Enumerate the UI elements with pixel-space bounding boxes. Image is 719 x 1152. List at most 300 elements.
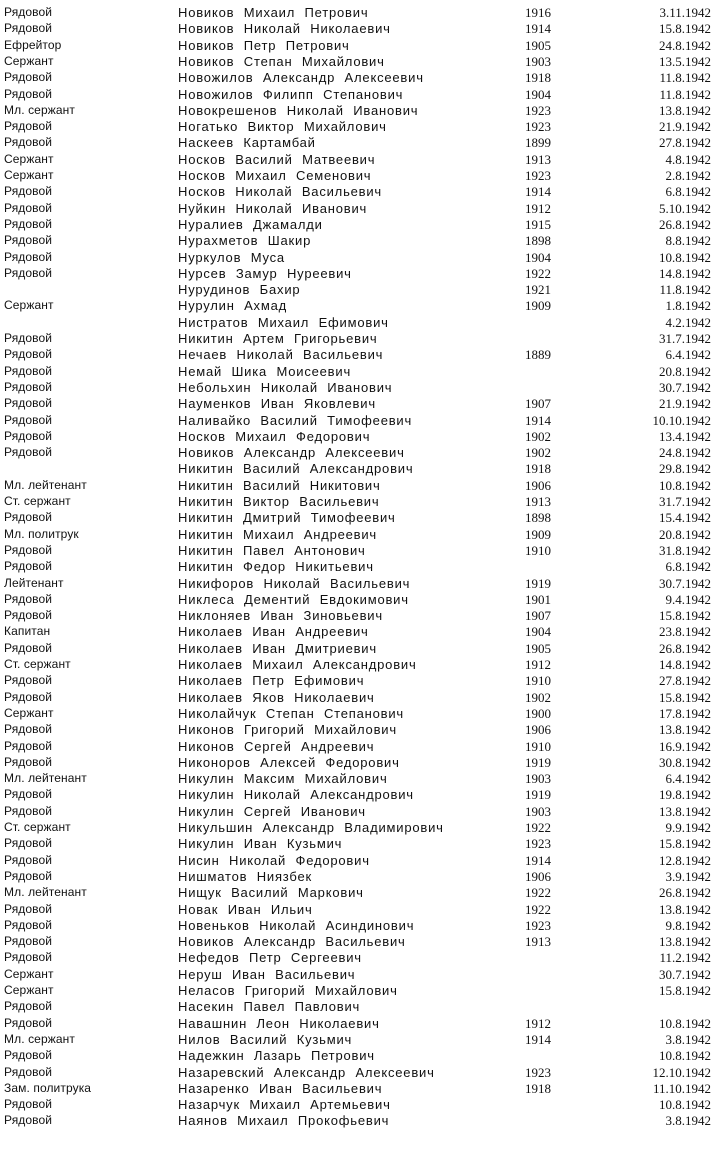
death-date: 10.8.1942 xyxy=(659,477,711,493)
list-item xyxy=(0,721,719,738)
rank-text: Рядовой xyxy=(4,249,53,264)
death-date: 13.8.1942 xyxy=(659,934,711,950)
death-date: 15.8.1942 xyxy=(659,983,711,998)
full-name: Никитин Михаил Андреевич xyxy=(178,526,378,542)
full-name: Никулин Максим Михайлович xyxy=(178,771,388,787)
rank-text: Рядовой xyxy=(4,119,53,134)
birth-year: 1914 xyxy=(525,21,551,37)
rank-text: Рядовой xyxy=(4,21,53,36)
list-item xyxy=(0,835,719,852)
full-name: Назаревский Александр Алексеевич xyxy=(178,1064,435,1080)
full-name: Николайчук Степан Степанович xyxy=(178,705,405,721)
rank-text: Рядовой xyxy=(4,70,53,85)
death-date: 21.9.1942 xyxy=(659,119,711,135)
birth-year: 1918 xyxy=(525,70,551,86)
birth-year: 1905 xyxy=(525,37,551,53)
birth-year: 1922 xyxy=(525,265,551,281)
full-name: Нуйкин Николай Иванович xyxy=(178,200,368,216)
death-date: 11.2.1942 xyxy=(659,950,711,966)
death-date: 3.9.1942 xyxy=(665,868,711,884)
death-date: 30.7.1942 xyxy=(659,966,711,982)
full-name: Новиков Александр Васильевич xyxy=(178,934,406,950)
list-item xyxy=(0,330,719,347)
full-name: Наянов Михаил Прокофьевич xyxy=(178,1113,390,1129)
full-name: Науменков Иван Яковлевич xyxy=(178,396,376,412)
death-date: 6.4.1942 xyxy=(665,347,711,363)
death-date: 11.8.1942 xyxy=(659,70,711,86)
death-date: 10.8.1942 xyxy=(659,1097,711,1113)
rank-text: Ст. сержант xyxy=(4,657,71,671)
rank-text: Рядовой xyxy=(4,135,53,150)
list-item xyxy=(0,509,719,526)
death-date: 4.8.1942 xyxy=(665,151,711,167)
list-item xyxy=(0,705,719,722)
death-date: 31.7.1942 xyxy=(659,331,711,346)
rank-text: Рядовой xyxy=(4,216,53,231)
death-date: 10.8.1942 xyxy=(659,249,711,265)
list-item xyxy=(0,819,719,836)
full-name: Нисин Николай Федорович xyxy=(178,852,370,868)
list-item xyxy=(0,1031,719,1048)
rank-text: Рядовой xyxy=(4,999,53,1014)
rank-text: Ст. сержант xyxy=(4,494,71,508)
list-item xyxy=(0,770,719,787)
list-item xyxy=(0,4,719,21)
list-item xyxy=(0,102,719,119)
rank-text: Рядовой xyxy=(4,640,53,655)
rank-text: Рядовой xyxy=(4,200,53,215)
list-item xyxy=(0,183,719,200)
list-item xyxy=(0,933,719,950)
death-date: 11.8.1942 xyxy=(659,282,711,298)
birth-year: 1889 xyxy=(525,347,551,363)
list-item xyxy=(0,901,719,918)
rank-text: Рядовой xyxy=(4,1048,53,1063)
death-date: 30.7.1942 xyxy=(659,575,711,591)
rank-text: Рядовой xyxy=(4,689,53,704)
death-date: 3.8.1942 xyxy=(665,1113,711,1129)
full-name: Нурулин Ахмад xyxy=(178,298,288,314)
birth-year: 1903 xyxy=(525,771,551,787)
rank-text: Лейтенант xyxy=(4,575,64,590)
rank-text: Капитан xyxy=(4,624,51,639)
list-item xyxy=(0,949,719,966)
full-name: Новокрешенов Николай Иванович xyxy=(178,102,419,118)
birth-year: 1923 xyxy=(525,836,551,852)
death-date: 12.8.1942 xyxy=(659,852,711,868)
rank-text: Рядовой xyxy=(4,787,53,802)
full-name: Нуралиев Джамалди xyxy=(178,216,323,232)
list-item xyxy=(0,526,719,543)
rank-text: Сержант xyxy=(4,168,54,182)
list-item xyxy=(0,672,719,689)
full-name: Нурсев Замур Нуреевич xyxy=(178,265,352,281)
rank-text: Рядовой xyxy=(4,428,53,443)
death-date: 2.8.1942 xyxy=(665,168,711,183)
death-date: 29.8.1942 xyxy=(659,461,711,477)
list-item xyxy=(0,607,719,624)
list-item xyxy=(0,20,719,37)
full-name: Нурахметов Шакир xyxy=(178,233,312,249)
full-name: Носков Николай Васильевич xyxy=(178,184,383,200)
death-date: 27.8.1942 xyxy=(659,673,711,689)
death-date: 13.5.1942 xyxy=(659,53,711,69)
death-date: 14.8.1942 xyxy=(659,657,711,672)
full-name: Новожилов Александр Алексеевич xyxy=(178,70,424,86)
rank-text: Ст. сержант xyxy=(4,820,71,834)
death-date: 20.8.1942 xyxy=(659,363,711,379)
full-name: Насекин Павел Павлович xyxy=(178,999,361,1015)
full-name: Новиков Николай Николаевич xyxy=(178,21,391,37)
death-date: 6.8.1942 xyxy=(665,559,711,575)
birth-year: 1912 xyxy=(525,657,551,672)
list-item xyxy=(0,314,719,331)
death-date: 26.8.1942 xyxy=(659,216,711,232)
list-item xyxy=(0,37,719,54)
rank-text: Рядовой xyxy=(4,901,53,916)
death-date: 15.8.1942 xyxy=(659,689,711,705)
list-item xyxy=(0,118,719,135)
death-date: 24.8.1942 xyxy=(659,445,711,461)
death-date: 10.10.1942 xyxy=(652,412,711,428)
list-item xyxy=(0,982,719,999)
full-name: Новиков Петр Петрович xyxy=(178,37,350,53)
birth-year: 1923 xyxy=(525,917,551,933)
rank-text: Рядовой xyxy=(4,265,53,280)
rank-text: Рядовой xyxy=(4,363,53,378)
birth-year: 1923 xyxy=(525,102,551,118)
death-date: 13.8.1942 xyxy=(659,803,711,819)
death-date: 12.10.1942 xyxy=(652,1064,711,1080)
full-name: Никонов Сергей Андреевич xyxy=(178,738,375,754)
death-date: 30.7.1942 xyxy=(659,379,711,395)
full-name: Новожилов Филипп Степанович xyxy=(178,86,404,102)
list-item xyxy=(0,738,719,755)
list-item xyxy=(0,803,719,820)
list-item xyxy=(0,167,719,184)
full-name: Носков Михаил Семенович xyxy=(178,168,372,183)
list-item xyxy=(0,460,719,477)
death-date: 10.8.1942 xyxy=(659,1015,711,1031)
birth-year: 1912 xyxy=(525,200,551,216)
rank-text: Рядовой xyxy=(4,396,53,411)
death-date: 3.8.1942 xyxy=(665,1031,711,1047)
rank-text: Рядовой xyxy=(4,1113,53,1128)
list-item xyxy=(0,689,719,706)
death-date: 13.4.1942 xyxy=(659,428,711,444)
list-item xyxy=(0,786,719,803)
list-item xyxy=(0,1047,719,1064)
death-date: 13.8.1942 xyxy=(659,722,711,738)
rank-text: Сержант xyxy=(4,983,54,997)
full-name: Никоноров Алексей Федорович xyxy=(178,754,400,770)
rank-text: Мл. политрук xyxy=(4,526,79,541)
death-date: 16.9.1942 xyxy=(659,738,711,754)
full-name: Никонов Григорий Михайлович xyxy=(178,722,397,738)
full-name: Новиков Александр Алексеевич xyxy=(178,445,405,461)
rank-text: Рядовой xyxy=(4,379,53,394)
list-item xyxy=(0,640,719,657)
list-item xyxy=(0,575,719,592)
rank-text: Рядовой xyxy=(4,917,53,932)
full-name: Николаев Михаил Александрович xyxy=(178,657,417,672)
list-item xyxy=(0,868,719,885)
rank-text: Рядовой xyxy=(4,608,53,623)
rank-text: Рядовой xyxy=(4,331,53,345)
list-item xyxy=(0,558,719,575)
birth-year: 1916 xyxy=(525,5,551,20)
death-date: 6.4.1942 xyxy=(665,771,711,787)
rank-text: Рядовой xyxy=(4,445,53,460)
death-date: 26.8.1942 xyxy=(659,640,711,656)
birth-year: 1904 xyxy=(525,249,551,265)
birth-year: 1906 xyxy=(525,477,551,493)
full-name: Надежкин Лазарь Петрович xyxy=(178,1048,375,1064)
full-name: Назаренко Иван Васильевич xyxy=(178,1080,383,1096)
full-name: Никулин Сергей Иванович xyxy=(178,803,366,819)
full-name: Никитин Павел Антонович xyxy=(178,542,366,558)
rank-text: Сержант xyxy=(4,298,54,313)
birth-year: 1903 xyxy=(525,803,551,819)
death-date: 9.4.1942 xyxy=(665,591,711,607)
death-date: 20.8.1942 xyxy=(659,526,711,542)
full-name: Николаев Иван Дмитриевич xyxy=(178,640,377,656)
full-name: Николаев Иван Андреевич xyxy=(178,624,369,640)
list-item xyxy=(0,1112,719,1129)
rank-text: Рядовой xyxy=(4,803,53,818)
list-item xyxy=(0,297,719,314)
list-item xyxy=(0,395,719,412)
full-name: Назарчук Михаил Артемьевич xyxy=(178,1097,391,1113)
full-name: Немай Шика Моисеевич xyxy=(178,363,352,379)
rank-text: Сержант xyxy=(4,705,54,720)
full-name: Носков Михаил Федорович xyxy=(178,428,371,444)
list-item xyxy=(0,86,719,103)
full-name: Небольхин Николай Иванович xyxy=(178,379,393,395)
birth-year: 1905 xyxy=(525,640,551,656)
birth-year: 1904 xyxy=(525,86,551,102)
birth-year: 1914 xyxy=(525,412,551,428)
full-name: Николаев Петр Ефимович xyxy=(178,673,365,689)
death-date: 9.8.1942 xyxy=(665,917,711,933)
rank-text: Рядовой xyxy=(4,722,53,737)
death-date: 11.8.1942 xyxy=(659,86,711,102)
list-item xyxy=(0,591,719,608)
rank-text: Рядовой xyxy=(4,542,53,557)
full-name: Никитин Дмитрий Тимофеевич xyxy=(178,510,396,526)
rank-text: Рядовой xyxy=(4,347,53,362)
birth-year: 1902 xyxy=(525,689,551,705)
full-name: Нуркулов Муса xyxy=(178,249,285,265)
rank-text: Сержант xyxy=(4,151,54,166)
list-item xyxy=(0,966,719,983)
list-item xyxy=(0,884,719,901)
birth-year: 1901 xyxy=(525,591,551,607)
death-date: 6.8.1942 xyxy=(665,184,711,200)
full-name: Нишматов Ниязбек xyxy=(178,868,313,884)
rank-text: Рядовой xyxy=(4,1064,53,1079)
full-name: Наскеев Картамбай xyxy=(178,135,316,151)
birth-year: 1910 xyxy=(525,738,551,754)
list-item xyxy=(0,1064,719,1081)
full-name: Нечаев Николай Васильевич xyxy=(178,347,384,363)
full-name: Никульшин Александр Владимирович xyxy=(178,820,444,835)
death-date: 26.8.1942 xyxy=(659,885,711,901)
birth-year: 1919 xyxy=(525,787,551,803)
list-item xyxy=(0,379,719,396)
death-date: 14.8.1942 xyxy=(659,265,711,281)
birth-year: 1910 xyxy=(525,673,551,689)
birth-year: 1918 xyxy=(525,1080,551,1096)
death-date: 23.8.1942 xyxy=(659,624,711,640)
list-item xyxy=(0,216,719,233)
death-date: 13.8.1942 xyxy=(659,102,711,118)
list-item xyxy=(0,281,719,298)
death-date: 13.8.1942 xyxy=(659,901,711,917)
birth-year: 1913 xyxy=(525,151,551,167)
list-item xyxy=(0,151,719,168)
birth-year: 1899 xyxy=(525,135,551,151)
rank-text: Рядовой xyxy=(4,836,53,851)
list-item xyxy=(0,1080,719,1097)
birth-year: 1923 xyxy=(525,119,551,135)
list-item xyxy=(0,200,719,217)
death-date: 8.8.1942 xyxy=(665,233,711,249)
death-date: 3.11.1942 xyxy=(659,5,711,20)
death-date: 15.8.1942 xyxy=(659,608,711,624)
death-date: 1.8.1942 xyxy=(665,298,711,314)
birth-year: 1919 xyxy=(525,575,551,591)
list-item xyxy=(0,998,719,1015)
birth-year: 1912 xyxy=(525,1015,551,1031)
rank-text: Рядовой xyxy=(4,673,53,688)
list-item xyxy=(0,346,719,363)
list-item xyxy=(0,69,719,86)
rank-text: Рядовой xyxy=(4,510,53,525)
birth-year: 1909 xyxy=(525,298,551,314)
birth-year: 1914 xyxy=(525,184,551,200)
birth-year: 1902 xyxy=(525,428,551,444)
death-date: 31.8.1942 xyxy=(659,542,711,558)
birth-year: 1915 xyxy=(525,216,551,232)
rank-text: Ефрейтор xyxy=(4,37,62,52)
birth-year: 1918 xyxy=(525,461,551,477)
birth-year: 1923 xyxy=(525,1064,551,1080)
birth-year: 1907 xyxy=(525,396,551,412)
full-name: Нурудинов Бахир xyxy=(178,282,301,298)
death-date: 30.8.1942 xyxy=(659,754,711,770)
list-item xyxy=(0,444,719,461)
rank-text: Мл. сержант xyxy=(4,1031,75,1046)
full-name: Никитин Виктор Васильевич xyxy=(178,494,380,509)
birth-year: 1906 xyxy=(525,722,551,738)
full-name: Наливайко Василий Тимофеевич xyxy=(178,412,413,428)
full-name: Никлеса Дементий Евдокимович xyxy=(178,591,409,607)
birth-year: 1923 xyxy=(525,168,551,183)
full-name: Новиков Михаил Петрович xyxy=(178,5,369,20)
death-date: 15.8.1942 xyxy=(659,21,711,37)
birth-year: 1898 xyxy=(525,510,551,526)
list-item xyxy=(0,477,719,494)
full-name: Новеньков Николай Асиндинович xyxy=(178,917,415,933)
rank-text: Сержант xyxy=(4,966,54,981)
rank-text: Рядовой xyxy=(4,950,53,965)
rank-text: Мл. лейтенант xyxy=(4,885,87,900)
rank-text: Рядовой xyxy=(4,233,53,248)
death-date: 15.8.1942 xyxy=(659,836,711,852)
rank-text: Рядовой xyxy=(4,591,53,606)
full-name: Нилов Василий Кузьмич xyxy=(178,1031,353,1047)
rank-text: Рядовой xyxy=(4,934,53,949)
list-item xyxy=(0,428,719,445)
full-name: Никифоров Николай Васильевич xyxy=(178,575,411,591)
rank-text: Рядовой xyxy=(4,738,53,753)
full-name: Никитин Федор Никитьевич xyxy=(178,559,374,575)
list-item xyxy=(0,249,719,266)
rank-text: Рядовой xyxy=(4,5,53,19)
birth-year: 1900 xyxy=(525,705,551,721)
rank-text: Рядовой xyxy=(4,412,53,427)
death-date: 5.10.1942 xyxy=(659,200,711,216)
full-name: Николаев Яков Николаевич xyxy=(178,689,375,705)
rank-text: Рядовой xyxy=(4,184,53,199)
rank-text: Сержант xyxy=(4,53,54,68)
full-name: Ногатько Виктор Михайлович xyxy=(178,119,387,135)
list-item xyxy=(0,412,719,429)
birth-year: 1906 xyxy=(525,868,551,884)
list-item xyxy=(0,1096,719,1113)
full-name: Навашнин Леон Николаевич xyxy=(178,1015,380,1031)
list-item xyxy=(0,852,719,869)
birth-year: 1922 xyxy=(525,820,551,835)
birth-year: 1898 xyxy=(525,233,551,249)
death-date: 21.9.1942 xyxy=(659,396,711,412)
death-date: 31.7.1942 xyxy=(659,494,711,509)
full-name: Никлоняев Иван Зиновьевич xyxy=(178,608,383,624)
list-item xyxy=(0,1015,719,1032)
list-item xyxy=(0,265,719,282)
rank-text: Зам. политрука xyxy=(4,1080,92,1095)
full-name: Нищук Василий Маркович xyxy=(178,885,364,901)
list-item xyxy=(0,363,719,380)
death-date: 15.4.1942 xyxy=(659,510,711,526)
list-item xyxy=(0,493,719,510)
death-date: 27.8.1942 xyxy=(659,135,711,151)
full-name: Неруш Иван Васильевич xyxy=(178,966,356,982)
rank-text: Мл. сержант xyxy=(4,102,75,117)
list-item xyxy=(0,134,719,151)
list-item xyxy=(0,754,719,771)
birth-year: 1914 xyxy=(525,1031,551,1047)
full-name: Никулин Николай Александрович xyxy=(178,787,414,803)
rank-text: Рядовой xyxy=(4,1015,53,1030)
rank-text: Рядовой xyxy=(4,1097,53,1112)
full-name: Нистратов Михаил Ефимович xyxy=(178,314,389,330)
birth-year: 1903 xyxy=(525,53,551,69)
rank-text: Рядовой xyxy=(4,852,53,867)
birth-year: 1913 xyxy=(525,934,551,950)
birth-year: 1904 xyxy=(525,624,551,640)
death-date: 9.9.1942 xyxy=(665,820,711,835)
list-item xyxy=(0,542,719,559)
birth-year: 1922 xyxy=(525,901,551,917)
full-name: Нефедов Петр Сергеевич xyxy=(178,950,362,966)
rank-text: Рядовой xyxy=(4,754,53,769)
list-item xyxy=(0,53,719,70)
full-name: Никитин Артем Григорьевич xyxy=(178,331,378,346)
birth-year: 1907 xyxy=(525,608,551,624)
birth-year: 1909 xyxy=(525,526,551,542)
